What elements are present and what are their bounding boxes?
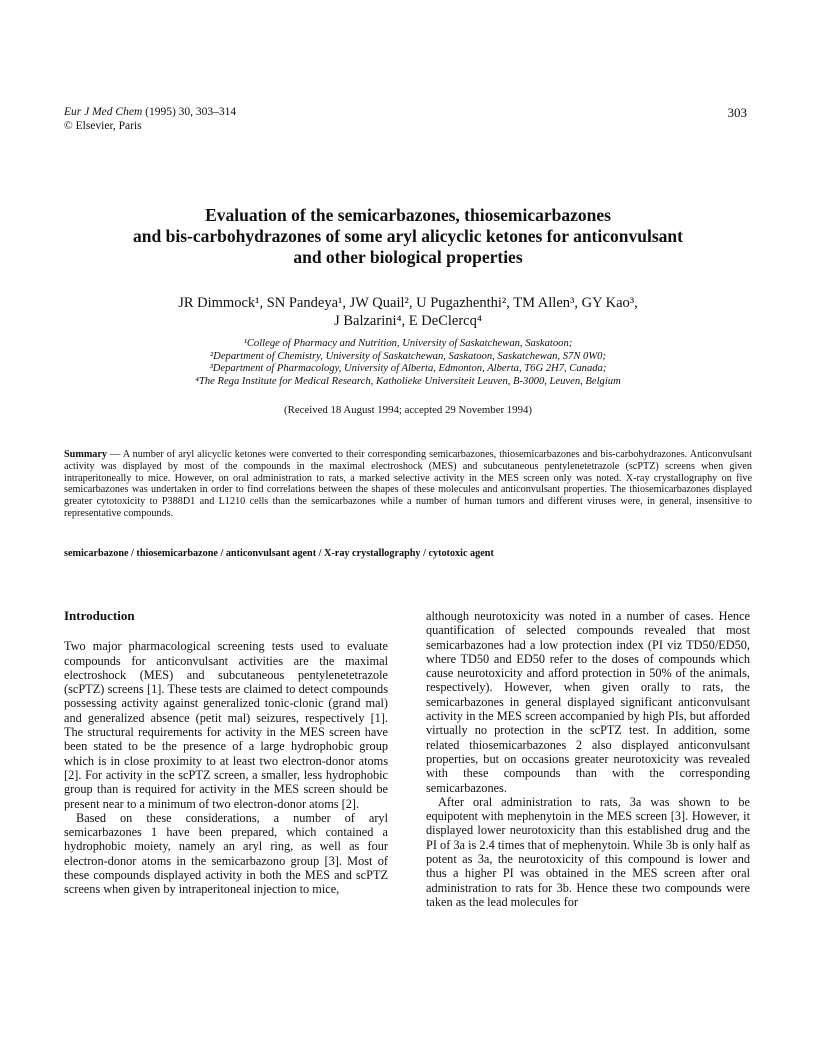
- authors-line-2: J Balzarini⁴, E DeClercq⁴: [334, 313, 482, 329]
- section-heading: Introduction: [64, 608, 135, 623]
- title-line-1: Evaluation of the semicarbazones, thiosemicarbazones: [205, 205, 611, 225]
- affiliation-4: ⁴The Rega Institute for Medical Research, Katholieke Universiteit Leuven, B-3000, Leuven, Belgium: [195, 375, 621, 387]
- left-column: [64, 609, 388, 897]
- keywords: semicarbazone / thiosemicarbazone / anticonvulsant agent / X-ray crystallography / cytotoxic agent: [64, 548, 494, 559]
- affiliation-1: ¹College of Pharmacy and Nutrition, University of Saskatchewan, Saskatoon;: [243, 338, 573, 349]
- journal-name: Eur J Med Chem: [64, 106, 143, 118]
- title-line-2: and bis-carbohydrazones of some aryl alicyclic ketones for anticonvulsant: [133, 226, 683, 246]
- paragraph: although neurotoxicity was noted in a number of cases. Hence quantification of selected compounds revealed that most semicarbazones had a low protection index (PI viz TD50/ED50, where TD50 and ED50 refer to the doses of compounds which cause neurotoxicity and afford protection in 50% of the animals, respectively). However, when given orally to rats, the semicarbazones in general displayed significant anticonvulsant activity in the MES screen accompanied by high PIs, but afforded virtually no protection in the scPTZ test. In addition, some related thiosemicarbazones 2 also displayed anticonvulsant properties, but on occasions greater neurotoxicity was revealed with these compounds than with the corresponding semicarbazones.: [426, 609, 750, 795]
- publisher: © Elsevier, Paris: [64, 120, 142, 132]
- journal-citation: [64, 105, 236, 133]
- citation: (1995) 30, 303–314: [145, 106, 237, 118]
- title-line-3: and other biological properties: [293, 247, 523, 267]
- journal-line: [64, 105, 236, 119]
- article-title: [60, 205, 756, 268]
- authors-line-1: JR Dimmock¹, SN Pandeya¹, JW Quail², U Pugazhenthi², TM Allen³, GY Kao³,: [178, 295, 638, 311]
- received-dates: (Received 18 August 1994; accepted 29 November 1994): [284, 404, 532, 416]
- affiliation-3: ³Department of Pharmacology, University of Alberta, Edmonton, Alberta, T6G 2H7, Canada;: [209, 363, 607, 375]
- affiliations: [60, 338, 756, 388]
- affiliation-2: ²Department of Chemistry, University of Saskatchewan, Saskatoon, Saskatchewan, S7N 0W0;: [210, 350, 606, 362]
- page-number: 303: [727, 105, 747, 120]
- paragraph: Based on these considerations, a number of aryl semicarbazones 1 have been prepared, which contained a hydrophobic moiety, namely an aryl ring, as well as four electron-donor atoms in the semicarbazono group [3]. Most of these compounds displayed activity in both the MES and scPTZ screens when given by intraperitoneal injection to mice,: [64, 810, 388, 897]
- abstract: [64, 449, 752, 520]
- author-list: [60, 294, 756, 330]
- right-column: [426, 609, 750, 909]
- paragraph: Two major pharmacological screening tests used to evaluate compounds for anticonvulsant activities are the maximal electroshock (MES) and subcutaneous pentylenetetrazole (scPTZ) screens [1]. These tests are claimed to detect compounds possessing activity against generalized tonic-clonic (grand mal) and generalized absence (petit mal) seizures, respectively [1]. The structural requirements for activity in the MES screen have been stated to be the presence of a large hydrophobic group which is in close proximity to at least two electron-donor atoms [2]. For activity in the scPTZ screen, a smaller, less hydrophobic group than is required for activity in the MES screen should be present near to a minimum of two electron-donor atoms [2].: [64, 639, 388, 811]
- summary-text: — A number of aryl alicyclic ketones were converted to their corresponding semicarbazones, thiosemicarbazones and bis-carbohydrazones. Anticonvulsant activity was displayed by most of the compounds in the maximal electroshock (MES) and subcutaneous pentylenetetrazole (scPTZ) screens when given intraperitoneally to mice. However, on oral administration to rats, a marked selective activity in the MES screen only was noted. X-ray crystallography on five semicarbazones was undertaken in order to find correlations between the shapes of these molecules and anticonvulsant properties. The thiosemicarbazones displayed greater cytotoxicity to P388D1 and L1210 cells than the semicarbazones while a number of human tumors and different viruses were, in general, insensitive to representative compounds.: [64, 449, 752, 519]
- summary-label: Summary: [64, 449, 108, 460]
- paragraph: After oral administration to rats, 3a was shown to be equipotent with mephenytoin in the MES screen [3]. However, it displayed lower neurotoxicity than this established drug and the PI of 3a is 2.4 times that of mephenytoin. While 3b is only half as potent as 3a, the neurotoxicity of this compound is lower and thus a higher PI was obtained in the MES screen after oral administration to rats for 3b. Hence these two compounds were taken as the lead molecules for: [426, 794, 750, 909]
